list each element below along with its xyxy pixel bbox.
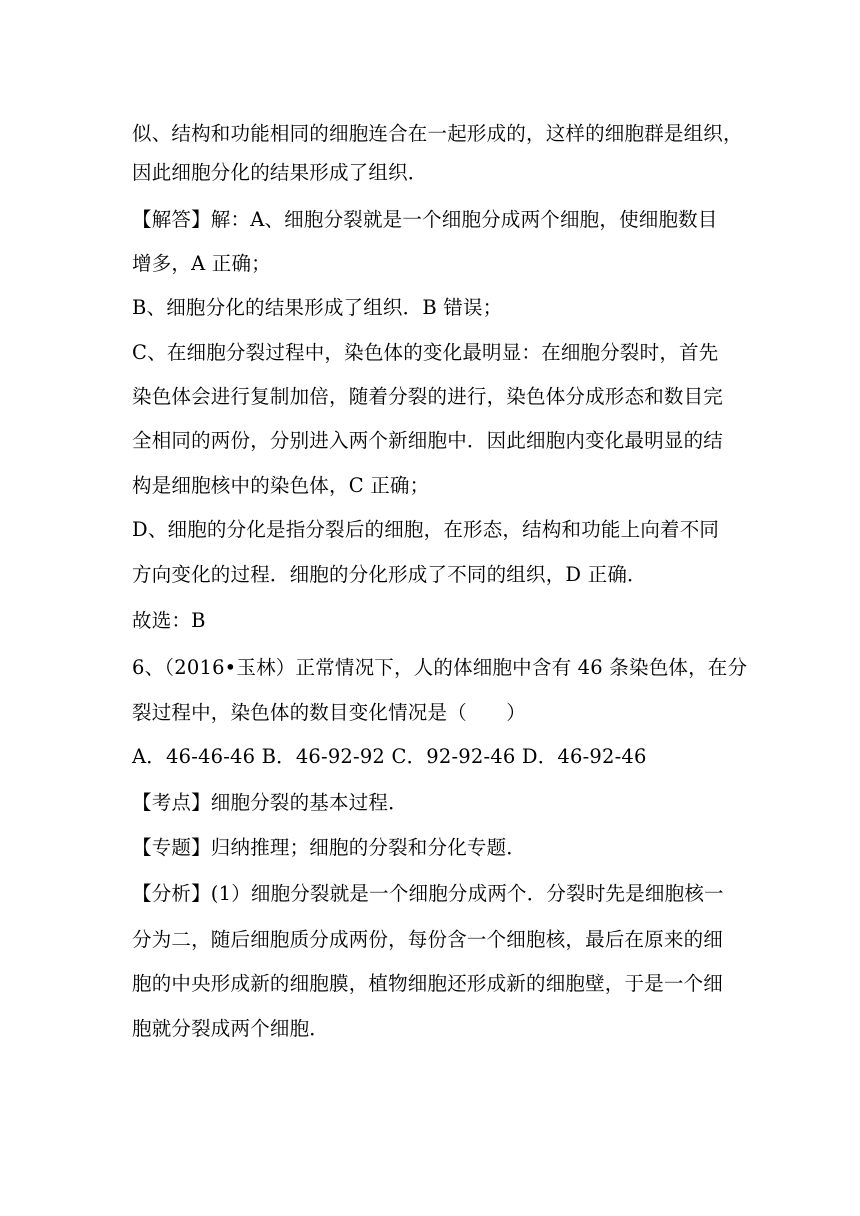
text-line: 构是细胞核中的染色体，C 正确； — [132, 474, 430, 497]
text-line: 【解答】解：A、细胞分裂就是一个细胞分成两个细胞，使细胞数目 — [132, 208, 718, 231]
answer-options: A．46-46-46 B．46-92-92 C．92-92-46 D．46-92-46 — [132, 745, 647, 768]
text-line: 胞的中央形成新的细胞膜，植物细胞还形成新的细胞壁，于是一个细 — [132, 972, 724, 995]
text-line: 【考点】细胞分裂的基本过程． — [132, 791, 408, 814]
text-line: 染色体会进行复制加倍，随着分裂的进行，染色体分成形态和数目完 — [132, 385, 724, 408]
text-line: B、细胞分化的结果形成了组织．B 错误； — [132, 296, 503, 319]
text-line: D、细胞的分化是指分裂后的细胞，在形态，结构和功能上向着不同 — [132, 518, 720, 541]
text-line: 胞就分裂成两个细胞． — [132, 1017, 330, 1040]
text-line: 因此细胞分化的结果形成了组织． — [132, 161, 428, 184]
text-line: 裂过程中，染色体的数目变化情况是（ ） — [132, 701, 527, 724]
text-line: 故选：B — [132, 609, 206, 632]
text-line: 增多，A 正确； — [132, 252, 271, 275]
text-line: 方向变化的过程．细胞的分化形成了不同的组织，D 正确． — [132, 563, 647, 586]
text-line: 【专题】归纳推理；细胞的分裂和分化专题． — [132, 836, 527, 859]
text-line: C、在细胞分裂过程中，染色体的变化最明显：在细胞分裂时，首先 — [132, 341, 719, 364]
text-line: 分为二，随后细胞质分成两份，每份含一个细胞核，最后在原来的细 — [132, 928, 724, 951]
text-line: 全相同的两份，分别进入两个新细胞中．因此细胞内变化最明显的结 — [132, 429, 724, 452]
text-line: 【分析】(1）细胞分裂就是一个细胞分成两个．分裂时先是细胞核一 — [132, 882, 724, 905]
text-line: 6、（2016•玉林）正常情况下，人的体细胞中含有 46 条染色体，在分 — [132, 656, 748, 679]
text-line: 似、结构和功能相同的细胞连合在一起形成的，这样的细胞群是组织， — [132, 122, 743, 145]
